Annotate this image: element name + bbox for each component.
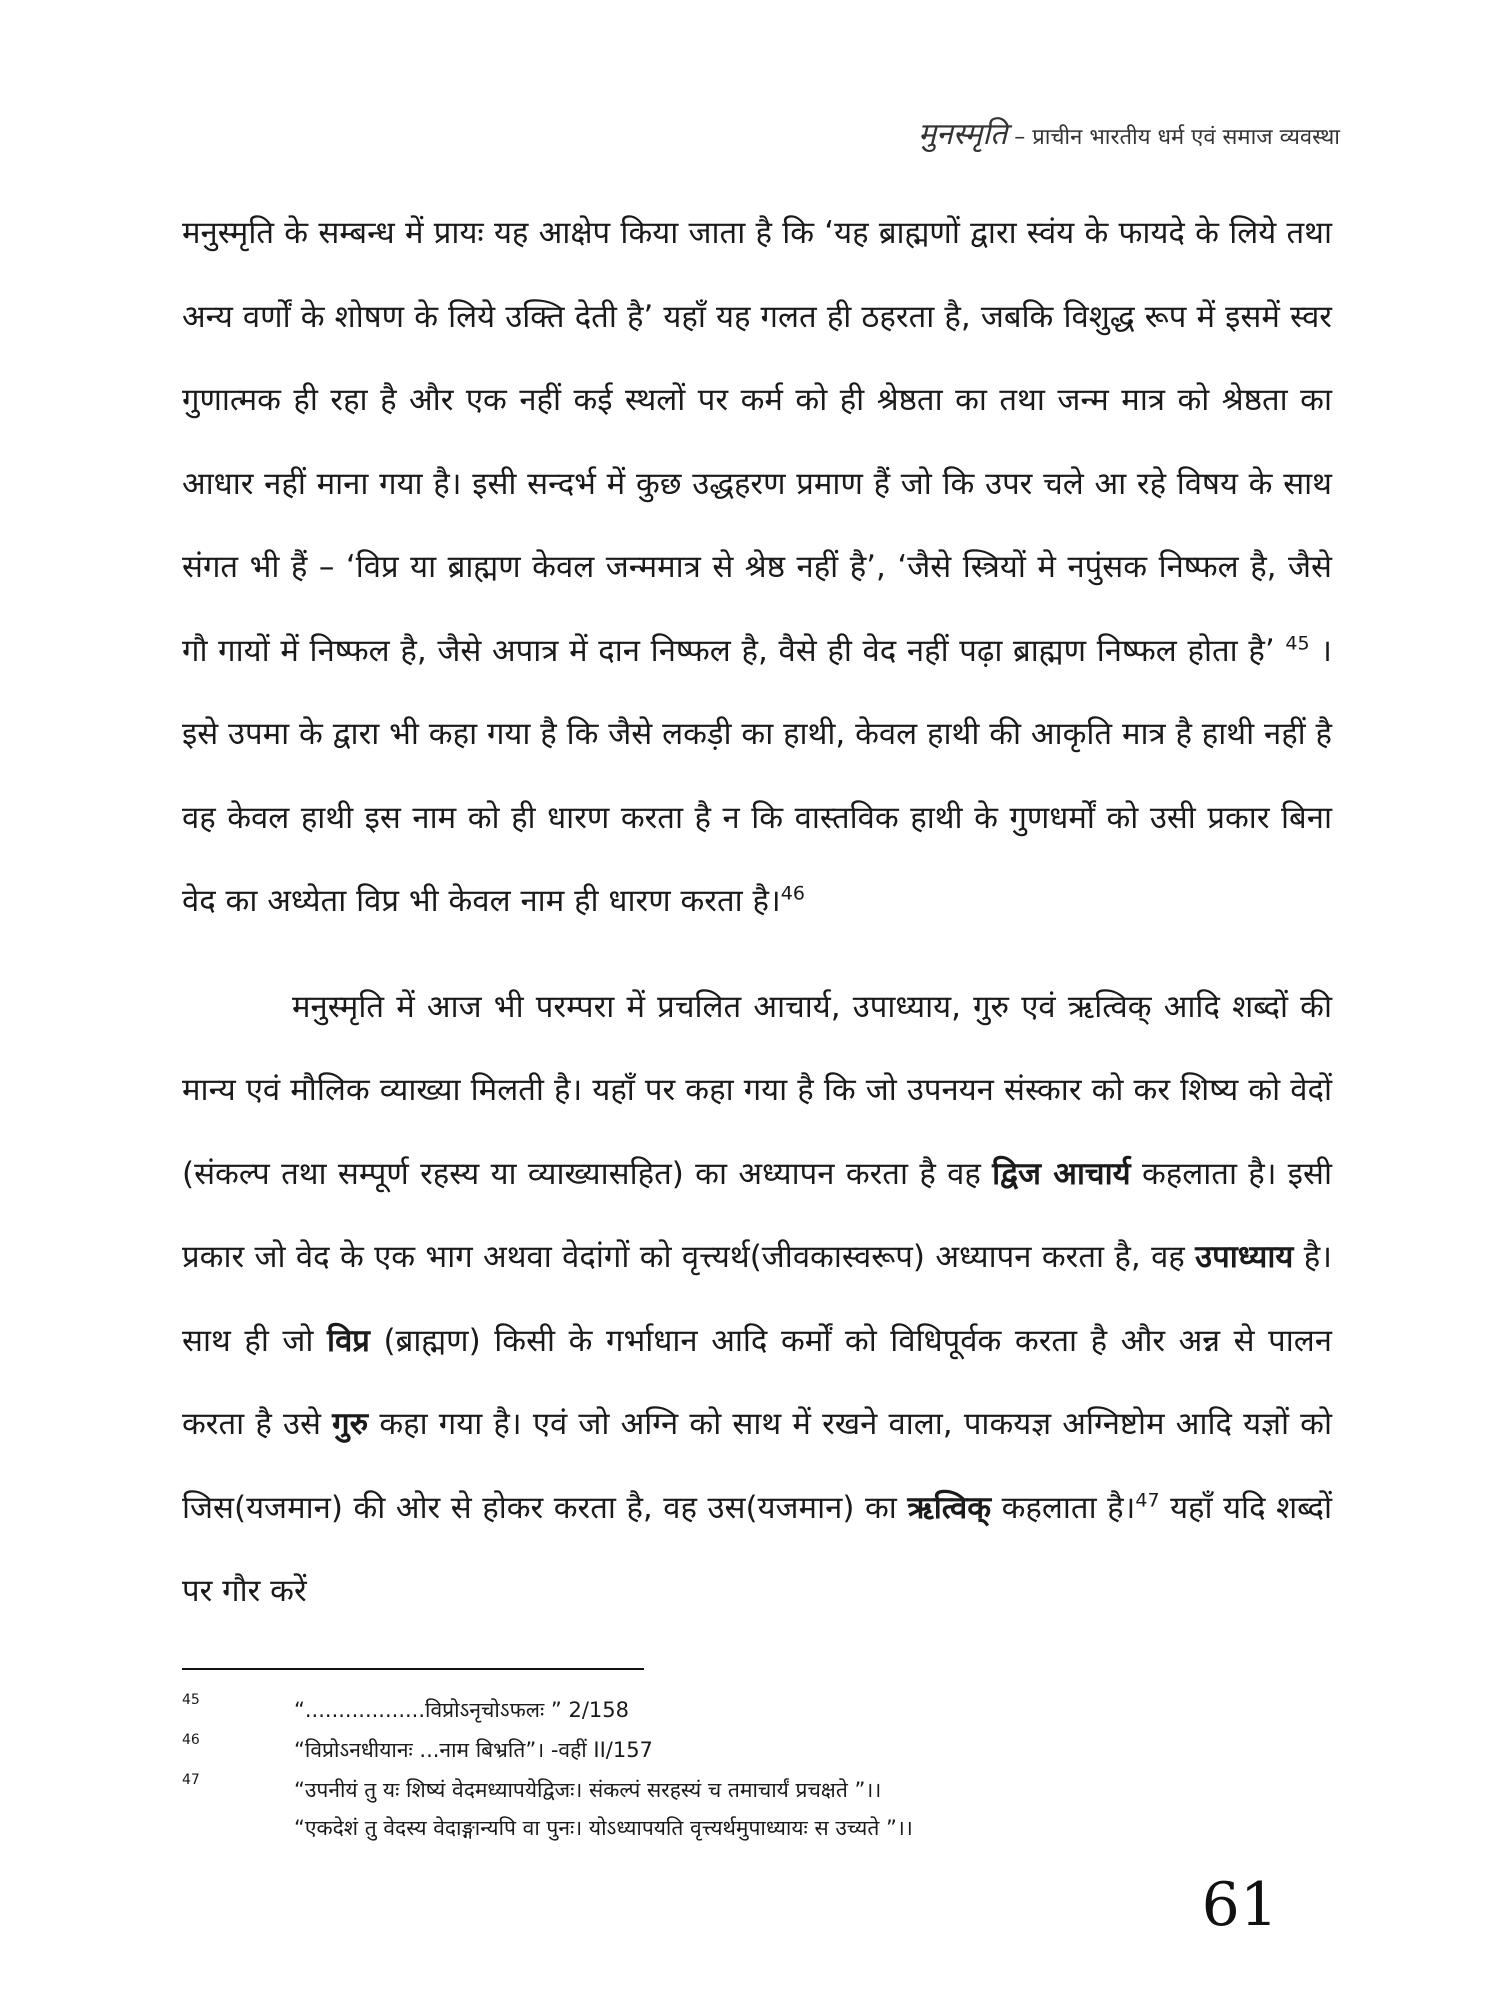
footnote-ref-47: 47 xyxy=(1135,1489,1160,1512)
paragraph-2-text-4: (ब्राह्मण) किसी के गर्भाधान आदि कर्मों को विधिपूर्वक करता है और अन्न से पालन करता है उसे xyxy=(182,1322,1332,1442)
footnote-46 xyxy=(182,1732,1332,1776)
paragraph-2-text-2: कहलाता है। इसी प्रकार जो वेद के एक भाग अथवा वेदांगों को वृत्त्यर्थ(जीवकास्वरूप) अध्यापन करता है, वह xyxy=(182,1155,1333,1275)
page-number: 61 xyxy=(1201,1870,1278,1940)
footnote-ref-46: 46 xyxy=(780,882,805,905)
footnote-text: “विप्रोऽनधीयानः ...नाम बिभ्रति”। -वहीं II/157 xyxy=(294,1738,653,1762)
footnote-text-continued: “एकदेशं तु वेदस्य वेदाङ्गान्यपि वा पुनः। योऽध्यापयति वृत्त्यर्थमुपाध्यायः स उच्यते ”।। xyxy=(294,1816,913,1840)
paragraph-1-text: मनुस्मृति के सम्बन्ध में प्रायः यह आक्षेप किया जाता है कि ‘यह ब्राह्मणों द्वारा स्वंय के फायदे के लिये तथा अन्य वर्णों के शोषण के लिये उक्ति देती है’ यहाँ यह गलत ही ठहरता है, जबकि विशुद्ध रूप में इसमें स्वर गुणात्मक ही रहा है और एक नहीं कई स्थलों पर कर्म को ही श्रेष्ठता का तथा जन्म मात्र को श्रेष्ठता का आधार नहीं माना गया है। इसी सन्दर्भ में कुछ उद्धहरण प्रमाण हैं जो कि उपर चले आ रहे विषय के साथ संगत भी हैं – ‘विप्र या ब्राह्मण केवल जन्ममात्र से श्रेष्ठ नहीं है’, ‘जैसे स्त्रियों मे नपुंसक निष्फल है, जैसे गौ गायों में निष्फल है, जैसे अपात्र में दान निष्फल है, वैसे ही वेद नहीं पढ़ा ब्राह्मण निष्फल होता है’ xyxy=(182,215,1332,669)
term-vipra: विप्र xyxy=(327,1322,370,1359)
footnote-divider xyxy=(182,1668,644,1670)
book-title: मुनस्मृति xyxy=(918,117,1008,152)
footnote-number: 45 xyxy=(182,1692,200,1708)
book-subtitle: – प्राचीन भारतीय धर्म एवं समाज व्यवस्था xyxy=(1014,125,1340,150)
footnote-45 xyxy=(182,1692,1332,1736)
paragraph-1 xyxy=(182,192,1332,944)
term-upadhyay: उपाध्याय xyxy=(1195,1239,1294,1275)
footnote-number: 47 xyxy=(182,1772,200,1788)
paragraph-2-text-3: है। साथ ही जो xyxy=(182,1239,1332,1359)
paragraph-2-text-1: मनुस्मृति में आज भी परम्परा में प्रचलित आचार्य, उपाध्याय, गुरु एवं ऋत्विक् आदि शब्दों की मान्य एवं मौलिक व्याख्या मिलती है। यहाँ पर कहा गया है कि जो उपनयन संस्कार को कर शिष्य को वेदों (संकल्प तथा सम्पूर्ण रहस्य या व्याख्यासहित) का अध्यापन करता है वह xyxy=(182,988,1332,1192)
paragraph-2-text-5: कहा गया है। एवं जो अग्नि को साथ में रखने वाला, पाकयज्ञ अग्निष्टोम आदि यज्ञों को जिस(यजमान) की ओर से होकर करता है, वह उस(यजमान) का xyxy=(182,1406,1333,1526)
footnote-text: “..................विप्रोऽनृचोऽफलः ” 2/158 xyxy=(294,1698,629,1722)
footnote-number: 46 xyxy=(182,1732,200,1748)
footnote-text: “उपनीयं तु यः शिष्यं वेदमध्यापयेद्विजः। संकल्पं सरहस्यं च तमाचार्यं प्रचक्षते ”।। xyxy=(294,1778,882,1802)
term-guru: गुरु xyxy=(332,1406,369,1442)
running-header xyxy=(918,112,1340,153)
term-dwij-acharya: द्विज आचार्य xyxy=(992,1155,1131,1192)
term-ritvik: ऋत्विक् xyxy=(907,1489,992,1526)
main-text xyxy=(182,192,1332,1634)
footnote-47 xyxy=(182,1772,1332,1850)
paragraph-2-text-6: कहलाता है। xyxy=(1001,1489,1136,1526)
paragraph-2-text-7: यहाँ यदि शब्दों पर गौर करें xyxy=(182,1489,1332,1609)
footnote-ref-45: 45 xyxy=(1285,632,1310,655)
paragraph-2 xyxy=(182,966,1332,1634)
footnotes xyxy=(182,1692,1332,1850)
paragraph-1-text-b: । इसे उपमा के द्वारा भी कहा गया है कि जैसे लकड़ी का हाथी, केवल हाथी की आकृति मात्र है हाथी नहीं है वह केवल हाथी इस नाम को ही धारण करता है न कि वास्तविक हाथी के गुणधर्मों को उसी प्रकार बिना वेद का अध्येता विप्र भी केवल नाम ही धारण करता है। xyxy=(182,632,1332,919)
